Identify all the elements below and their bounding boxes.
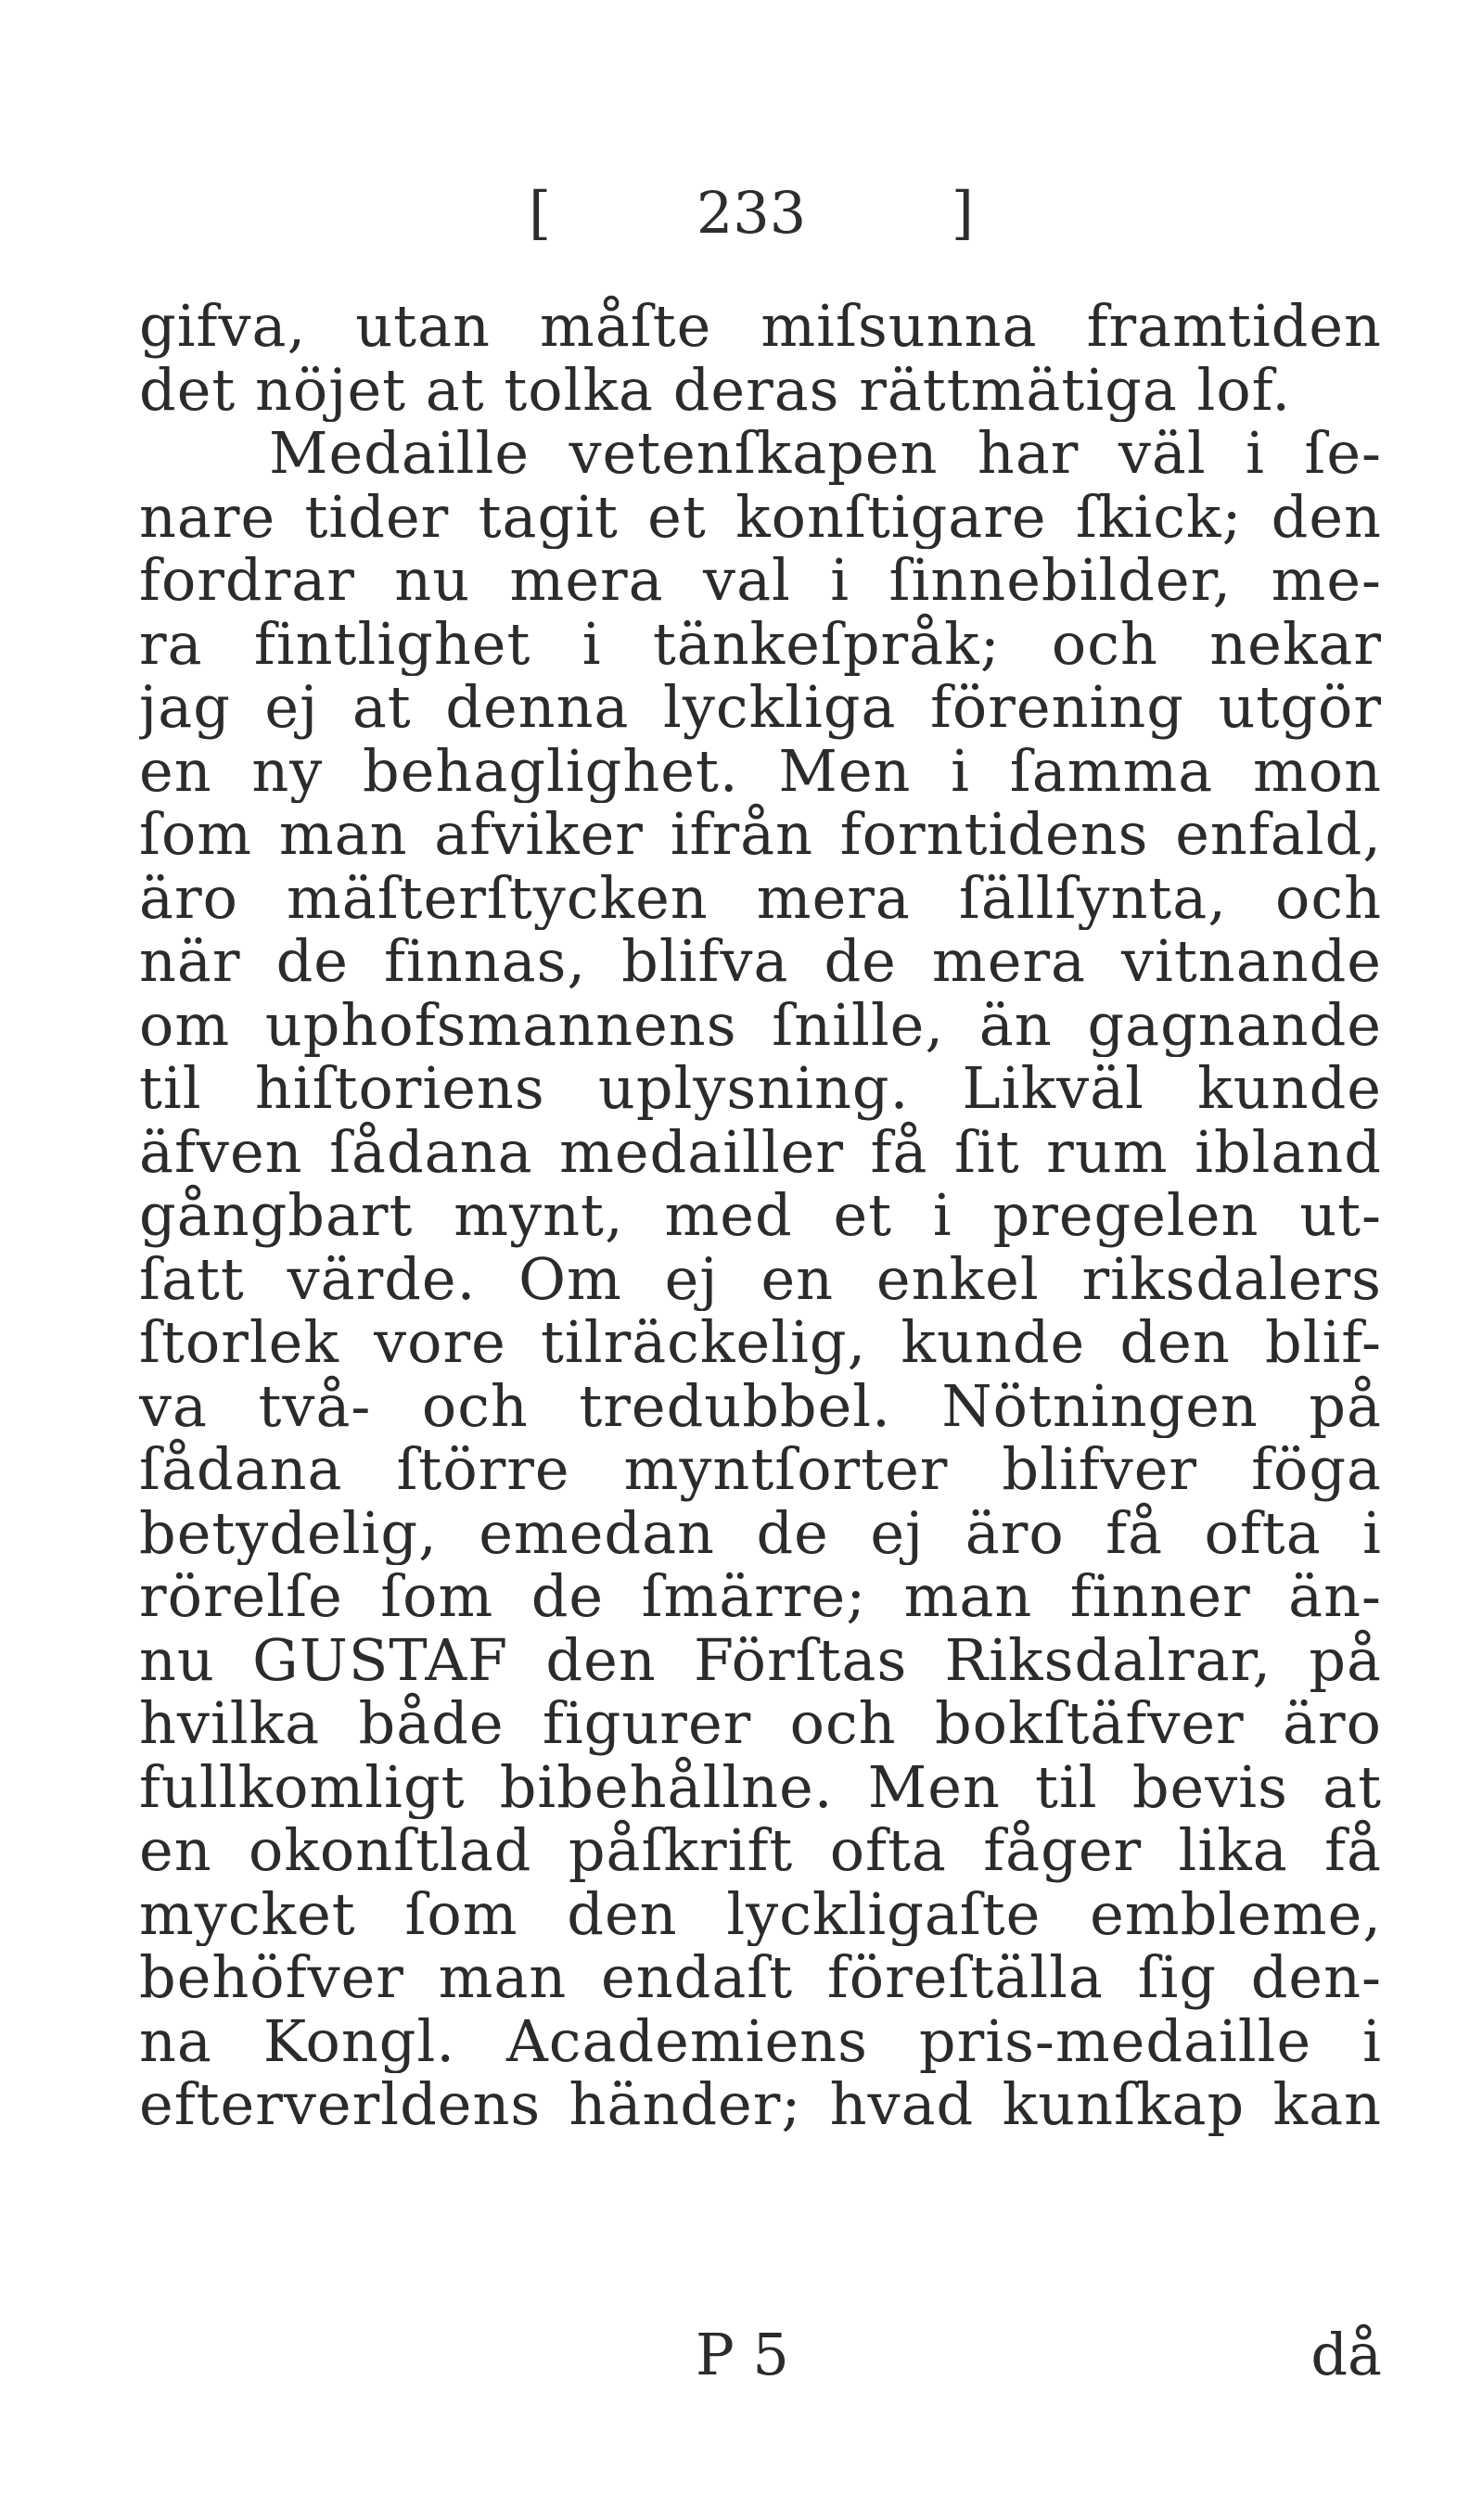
text-line: fordrar nu mera val i ſinnebilder, me-	[139, 549, 1382, 613]
text-line: efterverldens händer; hvad kunſkap kan	[139, 2073, 1382, 2137]
text-line: hvilka både figurer och bokſtäfver äro	[139, 1692, 1382, 1756]
text-line: mycket ſom den lyckligaſte embleme,	[139, 1882, 1382, 1946]
text-line: nare tider tagit et konſtigare ſkick; den	[139, 485, 1382, 549]
text-line: äro mäſterſtycken mera ſällſynta, och	[139, 866, 1382, 930]
signature-mark: P 5	[696, 2321, 789, 2388]
text-line: en ny behaglighet. Men i ſamma mon	[139, 739, 1382, 803]
text-line: jag ej at denna lyckliga förening utgör	[139, 676, 1382, 740]
text-line: na Kongl. Academiens pris-medaille i	[139, 2009, 1382, 2073]
text-line: nu GUSTAF den Förſtas Riksdalrar, på	[139, 1628, 1382, 1692]
text-line: det nöjet at tolka deras rättmätiga lof.	[139, 358, 1292, 422]
text-line: ſtorlek vore tilräckelig, kunde den blif-	[139, 1311, 1382, 1375]
body-text	[139, 295, 1382, 2137]
text-line: behöfver man endaſt föreſtälla ſig den-	[139, 1946, 1382, 2010]
page-footer	[139, 2318, 1382, 2392]
text-line: när de finnas, blifva de mera vitnande	[139, 930, 1382, 994]
bracket-left: [	[529, 179, 552, 247]
text-line: ra fintlighet i tänkeſpråk; och nekar	[139, 612, 1382, 676]
text-line: gångbart mynt, med et i pregelen ut-	[139, 1184, 1382, 1248]
text-line: en okonſtlad påſkrift ofta fåger lika få	[139, 1819, 1382, 1883]
text-line: Medaille vetenſkapen har väl i ſe-	[269, 422, 1382, 486]
text-line: gifva, utan måſte miſsunna framtiden	[139, 295, 1382, 359]
text-line: ſom man afviker ifrån forntidens enfald,	[139, 803, 1382, 867]
text-line: betydelig, emedan de ej äro få ofta i	[139, 1501, 1382, 1565]
catchword: då	[1310, 2321, 1382, 2388]
text-line: va två- och tredubbel. Nötningen på	[139, 1374, 1382, 1438]
text-line: til hiſtoriens uplysning. Likväl kunde	[139, 1057, 1382, 1121]
bracket-right: ]	[951, 179, 974, 247]
page-number: 233	[696, 179, 807, 247]
text-line: äfven ſådana medailler få ſit rum ibland	[139, 1120, 1382, 1184]
page-header	[529, 172, 974, 255]
text-line: ſatt värde. Om ej en enkel riksdalers	[139, 1247, 1382, 1311]
text-line: rörelſe ſom de ſmärre; man finner än-	[139, 1565, 1382, 1629]
text-line: ſådana ſtörre myntſorter blifver föga	[139, 1438, 1382, 1502]
text-line: fullkomligt bibehållne. Men til bevis at	[139, 1755, 1382, 1819]
text-line: om uphofsmannens ſnille, än gagnande	[139, 993, 1382, 1057]
